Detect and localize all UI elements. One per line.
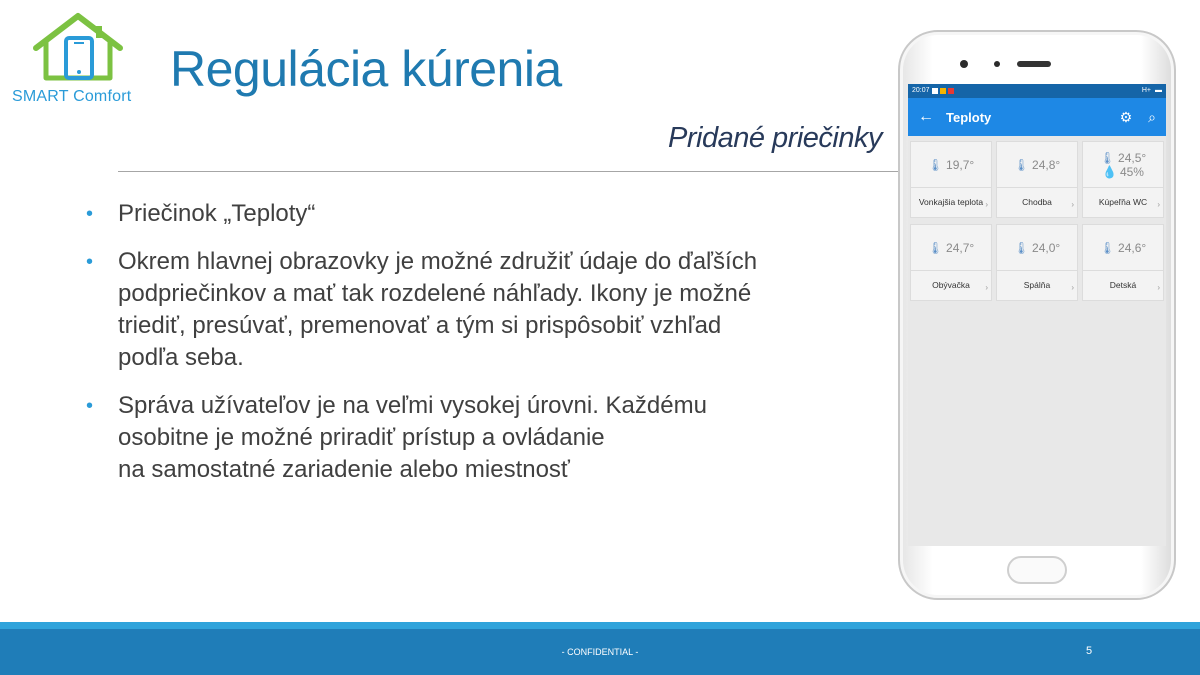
notification-icon (932, 88, 938, 94)
bullet-item (86, 198, 876, 230)
front-camera-icon (960, 60, 968, 68)
notification-icon (940, 88, 946, 94)
speaker-grille (1017, 61, 1051, 67)
sensor-icon (994, 61, 1000, 67)
logo-text: SMART Comfort (12, 88, 132, 105)
house-phone-icon (30, 12, 126, 84)
status-time: 20:07 (912, 87, 930, 94)
tile-name: Obývačka (932, 280, 970, 290)
app-title: Teploty (946, 109, 992, 125)
network-indicator: H+ (1141, 87, 1151, 94)
bullet-text: na samostatné zariadenie alebo miestnosť (118, 456, 570, 483)
room-tile[interactable] (996, 224, 1078, 301)
status-bar (908, 84, 1166, 98)
room-tile[interactable] (1082, 224, 1164, 301)
tile-temperature: 24,5° (1118, 150, 1147, 165)
bullet-text: triediť, presúvať, premenovať a tým si prispôsobiť vzhľad (118, 312, 722, 339)
bullet-text: Správa užívateľov je na veľmi vysokej úrovni. Každému (118, 392, 707, 419)
room-tile[interactable] (910, 224, 992, 301)
tile-grid (908, 136, 1166, 301)
room-tile[interactable] (996, 141, 1078, 218)
tile-name: Chodba (1022, 197, 1052, 207)
chevron-right-icon: › (1157, 283, 1160, 292)
bullet-text: Priečinok „Teploty“ (118, 200, 316, 227)
home-button[interactable] (1007, 556, 1067, 584)
footer (0, 629, 1200, 675)
thermometer-icon: 🌡 (1013, 157, 1030, 172)
page-number: 5 (1086, 645, 1093, 657)
bullet-text: Okrem hlavnej obrazovky je možné združiť údaje do ďaľších (118, 248, 758, 275)
tile-humidity: 45% (1119, 164, 1144, 179)
tile-temperature: 24,0° (1032, 240, 1061, 255)
tile-temperature: 24,7° (946, 240, 975, 255)
notification-icon (948, 88, 954, 94)
logo (10, 12, 150, 112)
tile-name: Spálňa (1023, 280, 1051, 290)
bullet-dot-icon: • (86, 203, 94, 225)
search-icon[interactable]: ⌕ (1148, 108, 1156, 125)
phone-top-bezel (900, 32, 1174, 84)
thermometer-icon: 🌡 (1013, 240, 1030, 255)
bullet-list (86, 198, 876, 502)
phone-screen (908, 84, 1166, 546)
thermometer-icon: 🌡 (927, 157, 944, 172)
bullet-text: osobitne je možné priradiť prístup a ovládanie (118, 424, 605, 451)
thermometer-icon: 🌡 (1099, 150, 1116, 165)
app-bar (908, 98, 1166, 136)
back-arrow-icon[interactable]: ← (918, 108, 934, 125)
bullet-text: podľa seba. (118, 344, 244, 371)
tile-temperature: 24,6° (1118, 240, 1147, 255)
bullet-item (86, 390, 876, 486)
confidential-label: - CONFIDENTIAL - (561, 647, 639, 657)
bullet-item (86, 246, 876, 374)
battery-icon: ▬ (1155, 87, 1162, 94)
bullet-dot-icon: • (86, 251, 94, 273)
chevron-right-icon: › (985, 200, 988, 209)
slide-subtitle: Pridané priečinky (668, 122, 882, 154)
tile-name: Detská (1109, 280, 1137, 290)
thermometer-icon: 🌡 (1099, 240, 1116, 255)
tile-temperature: 19,7° (946, 157, 975, 172)
water-drop-icon: 💧 (1102, 164, 1117, 179)
tile-temperature: 24,8° (1032, 157, 1061, 172)
chevron-right-icon: › (1071, 283, 1074, 292)
bullet-text: podpriečinkov a mať tak rozdelené náhľady. Ikony je možné (118, 280, 752, 307)
bullet-dot-icon: • (86, 395, 94, 417)
footer-stripe (0, 622, 1200, 629)
phone-mockup (898, 30, 1176, 600)
chevron-right-icon: › (985, 283, 988, 292)
divider (118, 171, 900, 172)
tile-name: Kúpeľňa WC (1098, 197, 1148, 207)
room-tile[interactable] (1082, 141, 1164, 218)
tile-name: Vonkajšia teplota (918, 197, 984, 207)
chevron-right-icon: › (1157, 200, 1160, 209)
chevron-right-icon: › (1071, 200, 1074, 209)
gear-icon[interactable]: ⚙ (1119, 108, 1133, 125)
slide-title: Regulácia kúrenia (170, 41, 562, 97)
thermometer-icon: 🌡 (927, 240, 944, 255)
room-tile[interactable] (910, 141, 992, 218)
